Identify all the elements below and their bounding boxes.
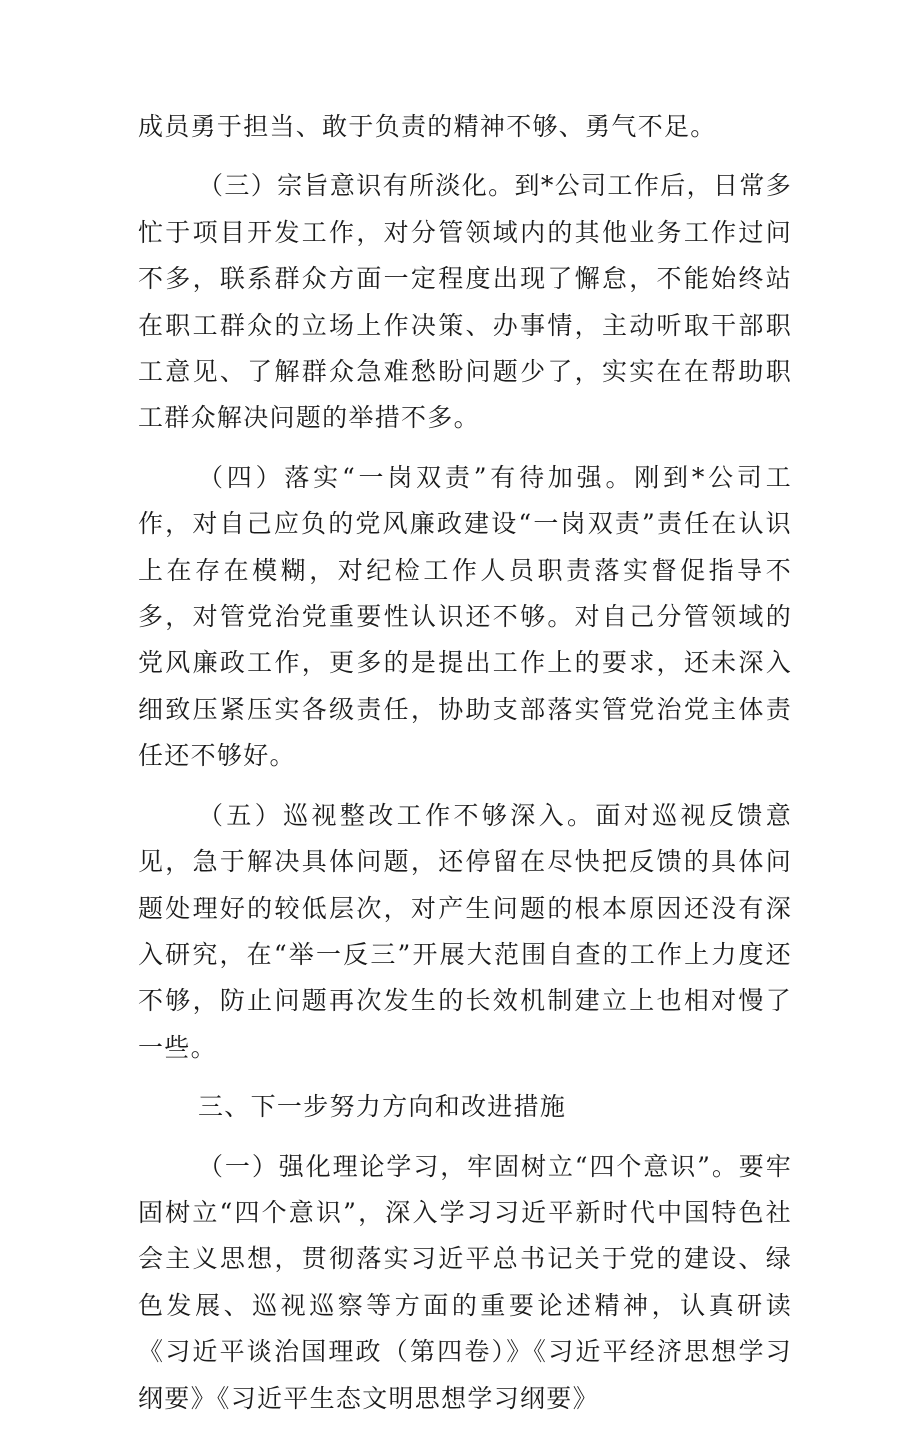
paragraph-continuation: 成员勇于担当、敢于负责的精神不够、勇气不足。 <box>138 112 717 141</box>
paragraph-item-three: （三）宗旨意识有所淡化。到*公司工作后，日常多忙于项目开发工作，对分管领域内的其他业务工作过问不多，联系群众方面一定程度出现了懈怠，不能始终站在职工群众的立场上作决策、办事情，主动听取干部职工意见、了解群众急难愁盼问题少了，实实在在帮助职工群众解决问题的举措不多。 <box>138 171 792 433</box>
paragraph-measure-one: （一）强化理论学习，牢固树立“四个意识”。要牢固树立“四个意识”，深入学习习近平新时代中国特色社会主义思想，贯彻落实习近平总书记关于党的建设、绿色发展、巡视巡察等方面的重要论述精神，认真研读《习近平谈治国理政（第四卷）》《习近平经济思想学习纲要》《习近平生态文明思想学习纲要》 <box>138 1151 792 1413</box>
section-heading: 三、下一步努力方向和改进措施 <box>198 1092 567 1122</box>
document-body <box>138 104 792 1435</box>
paragraph-item-four: （四）落实“一岗双责”有待加强。刚到*公司工作，对自己应负的党风廉政建设“一岗双责”责任在认识上在存在模糊，对纪检工作人员职责落实督促指导不多，对管党治党重要性认识还不够。对自己分管领域的党风廉政工作，更多的是提出工作上的要求，还未深入细致压紧压实各级责任，协助支部落实管党治党主体责任还不够好。 <box>138 462 792 771</box>
paragraph-item-five: （五）巡视整改工作不够深入。面对巡视反馈意见，急于解决具体问题，还停留在尽快把反馈的具体问题处理好的较低层次，对产生问题的根本原因还没有深入研究，在“举一反三”开展大范围自查的工作上力度还不够，防止问题再次发生的长效机制建立上也相对慢了一些。 <box>138 800 792 1062</box>
